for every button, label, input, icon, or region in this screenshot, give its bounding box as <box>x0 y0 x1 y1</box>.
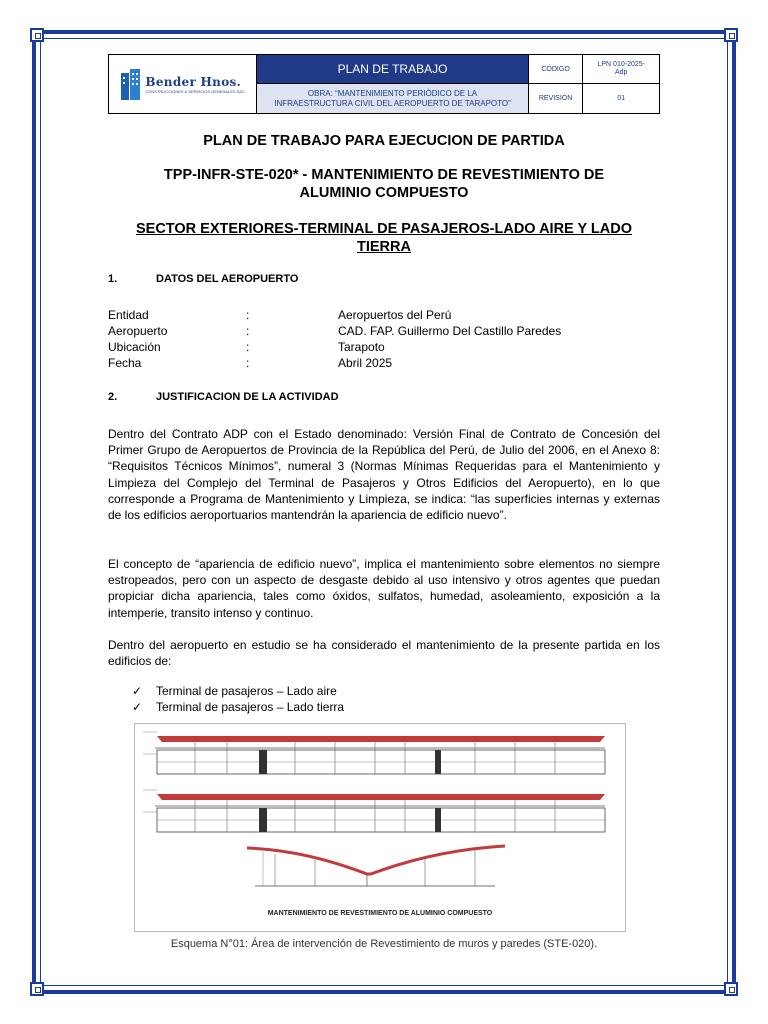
building-checklist <box>132 683 344 715</box>
datos-value: CAD. FAP. Guillermo Del Castillo Paredes <box>338 324 562 338</box>
section-title: DATOS DEL AEROPUERTO <box>156 273 299 285</box>
obra-line2: INFRAESTRUCTURA CIVIL DEL AEROPUERTO DE TARAPOTO” <box>274 98 511 108</box>
figure-inner-title: MANTENIMIENTO DE REVESTIMIENTO DE ALUMINIO COMPUESTO <box>267 910 493 917</box>
datos-key: Fecha <box>108 356 142 370</box>
border-corner-ornament <box>724 982 738 996</box>
codigo-label: CÓDIGO <box>528 55 583 84</box>
list-item-text: Terminal de pasajeros – Lado tierra <box>156 700 345 714</box>
paragraph-buildings: Dentro del aeropuerto en estudio se ha considerado el mantenimiento de la presente partida en los edificios de: <box>108 638 660 669</box>
border-corner-ornament <box>30 982 44 996</box>
elevation-drawing-figure <box>134 723 626 932</box>
partida-title-line2: ALUMINIO COMPUESTO <box>299 185 469 201</box>
logo-subtitle: CONSTRUCCIONES & SERVICIOS GENERALES SAC <box>145 88 245 94</box>
terminal-elevation-drawing <box>135 724 625 909</box>
plan-de-trabajo-cell: PLAN DE TRABAJO <box>257 55 528 84</box>
roof-section-drawing <box>247 846 505 886</box>
datos-sep: : <box>246 340 250 354</box>
revision-label: REVISIÓN <box>528 84 583 114</box>
partida-title <box>108 166 660 202</box>
datos-value: Abril 2025 <box>338 356 393 370</box>
logo-name: Bender Hnos. <box>145 74 242 89</box>
codigo-value-line1: LPN 010-2025- <box>597 61 645 68</box>
company-logo <box>109 55 256 113</box>
datos-sep: : <box>246 324 250 338</box>
datos-key: Aeropuerto <box>108 324 168 338</box>
datos-list <box>108 307 561 371</box>
sector-title-line1: SECTOR EXTERIORES-TERMINAL DE PASAJEROS-LADO AIRE Y LADO <box>135 221 633 237</box>
paragraph-contract: Dentro del Contrato ADP con el Estado denominado: Versión Final de Contrato de Concesión del Primer Grupo de Aeropuertos de Provincia de la República del Perú, de Julio del 2006, en el Anexo 8: “Requisitos Técnicos Mínimos”, numeral 3 (Normas Mínimas Requeridas para el Mantenimiento y Limpieza del Complejo del Terminal de Pasajeros y Otros Edificios del Aeropuerto), en lo que corresponde a Programa de Mantenimiento y Limpieza, se indica: “las superficies internas y externas de los edificios aeroportuarios mantendrán la apariencia de edificio nuevo”. <box>108 427 660 523</box>
datos-value: Aeropuertos del Perú <box>338 308 452 322</box>
checkmark-icon: ✓ <box>132 684 143 698</box>
codigo-value-line2: Adp <box>615 69 628 76</box>
building-logo-icon <box>120 67 142 101</box>
datos-row <box>108 339 561 355</box>
border-corner-ornament <box>724 28 738 42</box>
datos-value: Tarapoto <box>338 340 385 354</box>
datos-row <box>108 307 561 323</box>
section-number: 1. <box>108 273 118 285</box>
datos-sep: : <box>246 356 250 370</box>
document-title: PLAN DE TRABAJO PARA EJECUCION DE PARTIDA <box>203 133 565 149</box>
partida-title-line1: TPP-INFR-STE-020* - MANTENIMIENTO DE REVESTIMIENTO DE <box>163 167 605 183</box>
logo-cell <box>109 55 257 114</box>
section-heading-1 <box>108 273 298 285</box>
obra-cell <box>257 84 528 114</box>
datos-row <box>108 323 561 339</box>
codigo-value <box>583 55 660 84</box>
datos-sep: : <box>246 308 250 322</box>
paragraph-concept: El concepto de “apariencia de edificio nuevo”, implica el mantenimiento sobre elementos no siempre estropeados, pero con un aspecto de desgaste debido al uso intensivo y otros agentes que puedan propiciar dicha apariencia, tales como óxidos, sulfatos, humedad, asoleamiento, exposición a la intemperie, transito intenso y continuo. <box>108 557 660 620</box>
obra-line1: OBRA: “MANTENIMIENTO PERIÓDICO DE LA <box>307 88 478 98</box>
datos-key: Entidad <box>108 308 149 322</box>
datos-key: Ubicación <box>108 340 161 354</box>
document-header <box>108 54 660 114</box>
list-item-text: Terminal de pasajeros – Lado aire <box>156 684 337 698</box>
sector-title <box>108 220 660 256</box>
sector-title-line2: TIERRA <box>357 239 411 255</box>
figure-caption: Esquema N°01: Área de intervención de Revestimiento de muros y paredes (STE-020). <box>170 938 598 950</box>
border-corner-ornament <box>30 28 44 42</box>
elevation-lado-tierra <box>143 790 605 832</box>
elevation-lado-aire <box>143 732 605 774</box>
section-number: 2. <box>108 391 118 403</box>
datos-row <box>108 355 561 371</box>
list-item <box>132 683 344 699</box>
list-item <box>132 699 344 715</box>
checkmark-icon: ✓ <box>132 700 143 714</box>
revision-value: 01 <box>583 84 660 114</box>
section-title: JUSTIFICACION DE LA ACTIVIDAD <box>156 391 339 403</box>
section-heading-2 <box>108 391 339 403</box>
